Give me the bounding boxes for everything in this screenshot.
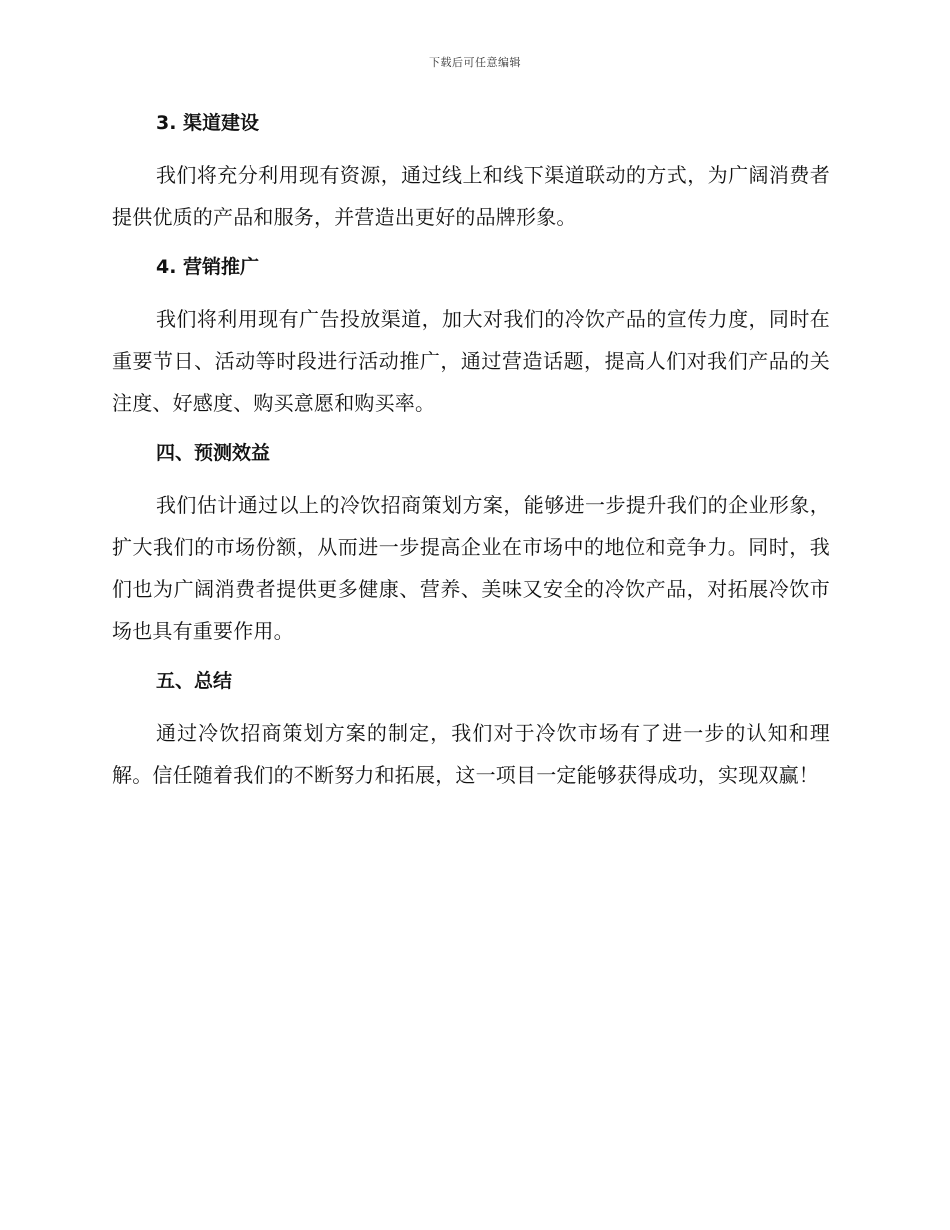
document-body (112, 108, 830, 810)
section-heading-benefits: 四、预测效益 (156, 442, 271, 464)
section-paragraph-marketing: 我们将利用现有广告投放渠道，加大对我们的冷饮产品的宣传力度，同时在重要节日、活动等时段进行活动推广，通过营造话题，提高人们对我们产品的关注度、好感度、购买意愿和购买率。 (112, 307, 830, 415)
section-heading-marketing: 4. 营销推广 (156, 256, 260, 278)
section-heading-summary: 五、总结 (156, 670, 233, 692)
section-paragraph-benefits: 我们估计通过以上的冷饮招商策划方案，能够进一步提升我们的企业形象，扩大我们的市场份额，从而进一步提高企业在市场中的地位和竞争力。同时，我们也为广阔消费者提供更多健康、营养、美味又安全的冷饮产品，对拓展冷饮市场也具有重要作用。 (112, 493, 830, 643)
page-header: 下载后可任意编辑 (429, 56, 521, 69)
section-paragraph-channel: 我们将充分利用现有资源，通过线上和线下渠道联动的方式，为广阔消费者提供优质的产品和服务，并营造出更好的品牌形象。 (112, 163, 830, 229)
section-paragraph-summary: 通过冷饮招商策划方案的制定，我们对于冷饮市场有了进一步的认知和理解。信任随着我们的不断努力和拓展，这一项目一定能够获得成功，实现双赢！ (112, 721, 830, 787)
section-heading-channel: 3. 渠道建设 (156, 112, 260, 134)
